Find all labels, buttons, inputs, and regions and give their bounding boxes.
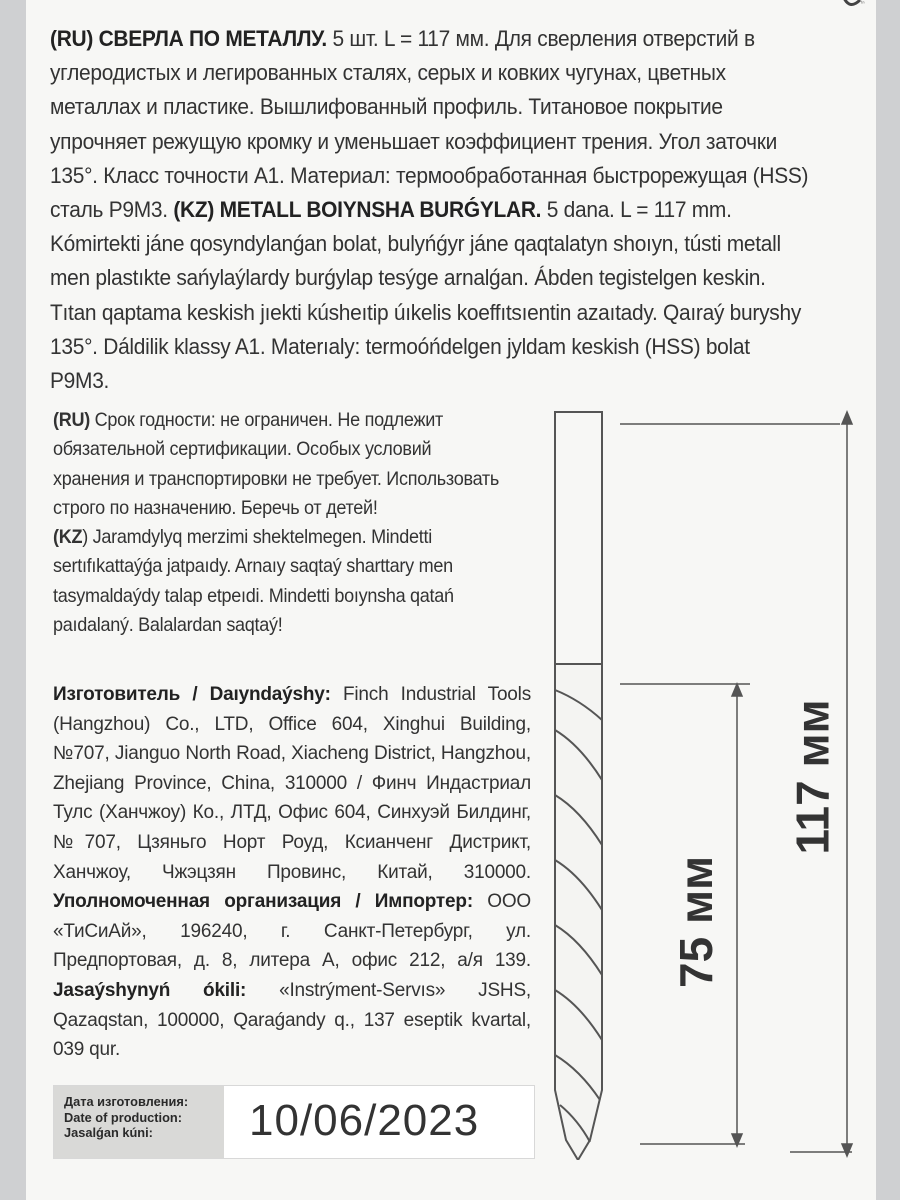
drill-flute-body [555, 664, 602, 1160]
date-label-kz: Jasalǵan kúni: [64, 1125, 153, 1140]
production-date-box [53, 1085, 535, 1159]
kz-description: 5 dana. L = 117 mm. Kómirtekti jáne qosyndylanǵan bolat, bulyńǵyr jáne qaqtalatyn shoıyn, tústi metall men plastıkte sańylaýlardy burǵylap tesýge arnalǵan. Ábden tegistelgen keskin. Tıtan qaptama keskish jıekti kúsheıtip úıkelis koeffıtsıentin azaıtady. Qaıraý buryshy 135°. Dáldilik klassy A1. Materıaly: termoóńdelgen jyldam keskish (HSS) bolat P9M3. [50, 197, 802, 394]
svg-text:ᵗⁿ: ᵗⁿ [861, 1, 865, 7]
importer-text: ООО «ТиСиАй», 196240, г. Санкт-Петербург, ул. Предпортовая, д. 8, литера А, офис 212, а/я 139. [53, 891, 531, 972]
logo-fragment-icon [842, 0, 870, 14]
kz-storage-label: (KZ [53, 526, 83, 549]
kz-storage-text: ) Jaramdylyq merzimi shektelmegen. Mindetti sertıfıkattaýǵa jatpaıdy. Arnaıy saqtaý sharttary men tasymaldaýdy talap etpeıdi. Mindetti boıynsha qatań paıdalaný. Balalardan saqtaý! [53, 526, 454, 637]
manufacturer-info [53, 680, 531, 1065]
kz-representative-label: Jasaýshynyń ókili: [53, 979, 247, 1001]
production-date-value: 10/06/2023 [249, 1096, 480, 1145]
importer-label: Уполномоченная организация / Импортер: [53, 891, 473, 913]
ru-title: (RU) СВЕРЛА ПО МЕТАЛЛУ. [50, 26, 327, 51]
manufacturer-text: Finch Industrial Tools (Hangzhou) Co., LTD, Office 604, Xinghui Building, №707, Jianguo North Road, Xiacheng District, Hangzhou, Zhejiang Province, China, 310000 / Финч Индастриал Тулс (Ханчжоу) Ко., ЛТД, Офис 604, Синхуэй Билдинг, №707, Цзяньго Норт Роуд, Ксианченг Дистрикт, Ханчжоу, Чжэцзян Провинс, Китай, 310000. [53, 684, 531, 883]
product-description [50, 22, 813, 398]
kz-representative-text: «Instrýment-Servıs» JSHS, Qazaqstan, 100000, Qaraǵandy q., 137 eseptik kvartal, 039 qur. [53, 979, 532, 1061]
dimension-117-label: 117 мм [786, 699, 839, 855]
ru-storage-label: (RU) [53, 409, 90, 431]
dimension-75-label: 75 мм [670, 855, 723, 989]
date-label-ru: Дата изготовления: [64, 1094, 189, 1109]
kz-title: (KZ) METALL BOIYNSHA BURǴYLAR. [173, 197, 542, 223]
production-date-labels [54, 1086, 224, 1158]
drill-shank [555, 412, 602, 664]
storage-info [53, 406, 509, 640]
ru-description: 5 шт. L = 117 мм. Для сверления отверстий в углеродистых и легированных сталях, серых и ковких чугунах, цветных металлах и пластике. Вышлифованный профиль. Титановое покрытие упрочняет режущую кромку и уменьшает коэффициент трения. Угол заточки 135°. Класс точности А1. Материал: термообработанная быстрорежущая (HSS) сталь Р9М3. [50, 26, 809, 223]
manufacturer-label: Изготовитель / Daıyndaýshy: [53, 684, 331, 705]
ru-storage-text: Срок годности: не ограничен. Не подлежит обязательной сертификации. Особых условий хранения и транспортировки не требует. Использовать строго по назначению. Беречь от детей! [53, 409, 500, 519]
date-label-en: Date of production: [64, 1109, 183, 1125]
